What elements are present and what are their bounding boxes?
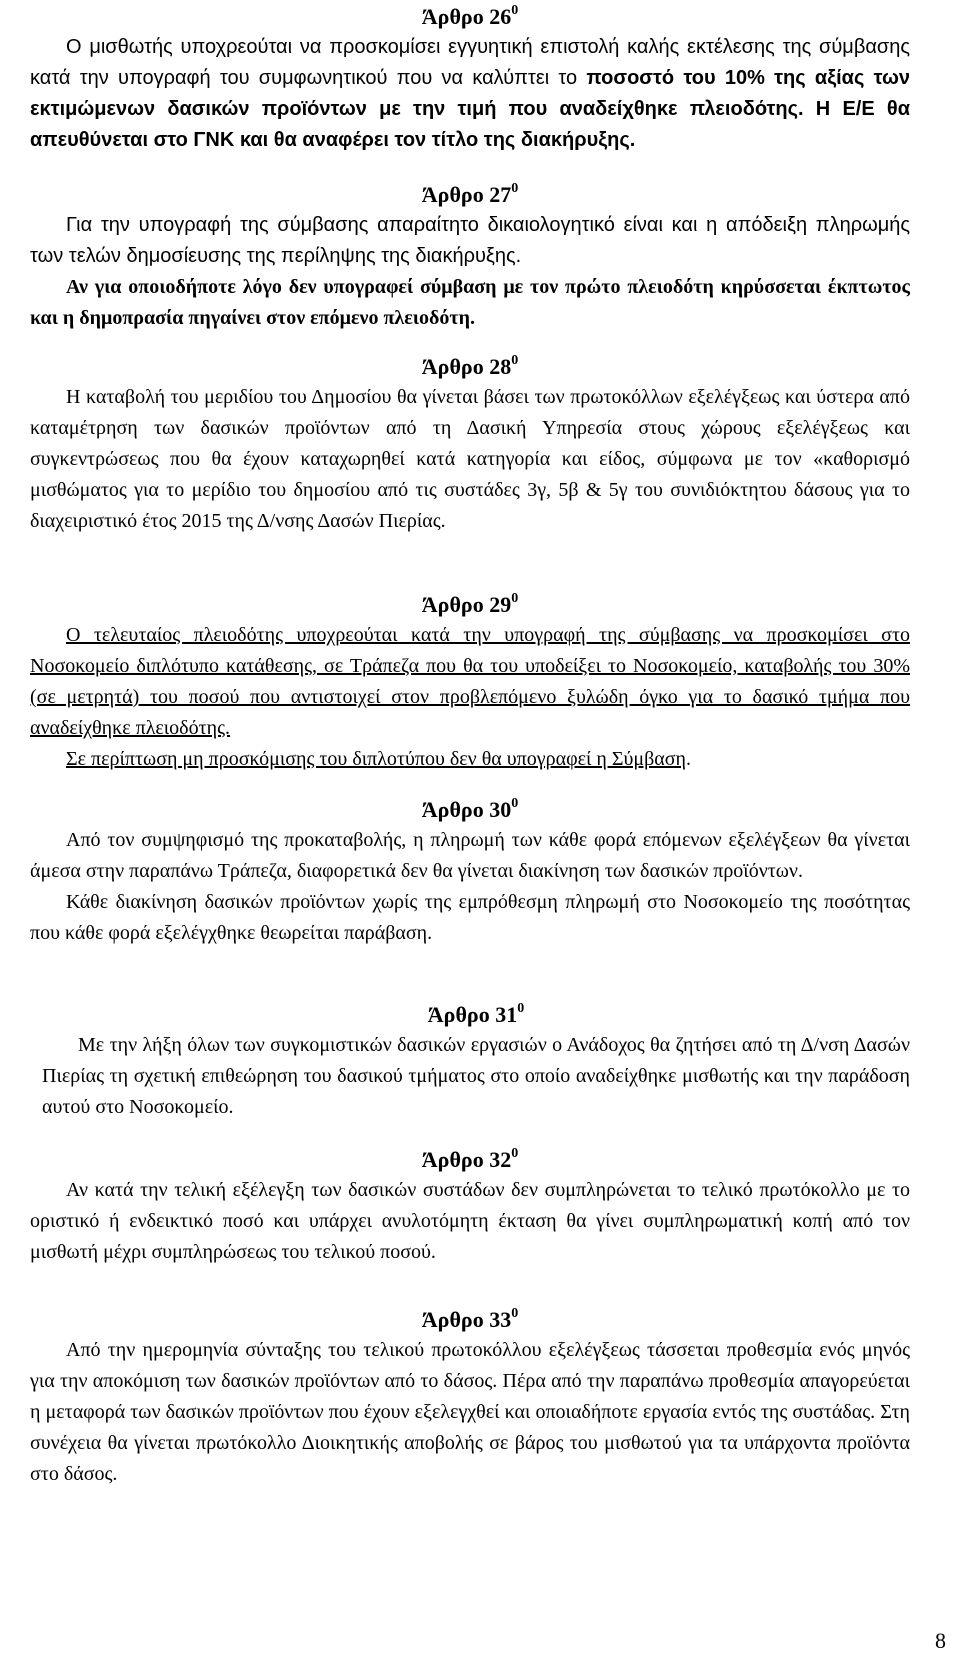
article-33-heading: Άρθρο $33^0$ [421,1305,519,1332]
article-32-heading: Άρθρο $32^0$ [421,1145,519,1172]
article-27-heading: Άρθρο $27^0$ [421,180,519,207]
article-29-heading: Άρθρο $29^0$ [421,590,519,617]
article-31 [42,1000,910,1123]
article-27 [30,180,910,334]
article-31-body: Με την λήξη όλων των συγκομιστικών δασικών εργασιών ο Ανάδοχος θα ζητήσει από τη Δ/νση Δασών Πιερίας τη σχετική επιθεώρηση του δασικού τμήματος στο οποίο αναδείχθηκε μισθωτής και την παράδοση αυτού στο Νοσοκομείο. [42,1034,910,1118]
article-28-body: Η καταβολή του μεριδίου του Δημοσίου θα γίνεται βάσει των πρωτοκόλλων εξελέγξεως και ύστερα από καταμέτρηση των δασικών προϊόντων από τη Δασική Υπηρεσία στους χώρους εξελέγξεως και συγκεντρώσεως που θα έχουν καταχωρηθεί κατά κατηγορία και είδος, σύμφωνα με τον «καθορισμό μισθώματος για το μερίδιο του δημοσίου από τις συστάδες 3γ, 5β & 5γ του συνιδιόκτητου δάσους για το διαχειριστικό έτος 2015 της Δ/νσης Δασών Πιερίας. [30,386,910,532]
article-32-body: Αν κατά την τελική εξέλεγξη των δασικών συστάδων δεν συμπληρώνεται το τελικό πρωτόκολλο με το οριστικό ή ενδεικτικό ποσό και υπάρχει ανυλοτόμητη έκταση θα γίνει συμπληρωματική κοπή από τον μισθωτή μέχρι συμπληρώσεως του τελικού ποσού. [30,1179,910,1263]
article-30-body: Από τον συμψηφισμό της προκαταβολής, η πληρωμή των κάθε φορά επόμενων εξελέγξεων θα γίνεται άμεσα στην παραπάνω Τράπεζα, διαφορετικά δεν θα γίνεται διακίνηση των δασικών προϊόντων. [30,829,910,882]
article-27-body: Για την υπογραφή της σύμβασης απαραίτητο δικαιολογητικό είναι και η απόδειξη πληρωμής των τελών δημοσίευσης της περίληψης της διακήρυξης. [30,214,910,267]
article-30 [30,795,910,949]
article-28-heading: Άρθρο $28^0$ [421,352,519,379]
article-33-body: Από την ημερομηνία σύνταξης του τελικού πρωτοκόλλου εξελέγξεως τάσσεται προθεσμία ενός μηνός για την αποκόμιση των δασικών προϊόντων από το δάσος. Πέρα από την παραπάνω προθεσμία απαγορεύεται η μεταφορά των δασικών προϊόντων που έχουν εξελεγχθεί και οποιαδήποτε εργασία εντός της συστάδας. Στη συνέχεια θα γίνεται πρωτόκολλο Διοικητικής αποβολής σε βάρος του μισθωτού για τα υπάρχοντα προϊόντα στο δάσος. [30,1339,910,1485]
article-29 [30,590,910,775]
article-31-heading: Άρθρο $31^0$ [427,1000,525,1027]
page-number: 8 [935,1628,946,1653]
article-29-body: Ο τελευταίος πλειοδότης υποχρεούται κατά την υπογραφή της σύμβασης να προσκομίσει στο Νοσοκομείο διπλότυπο κατάθεσης, σε Τράπεζα που θα του υποδείξει το Νοσοκομείο, καταβολής του 30% (σε μετρητά) του ποσού που αντιστοιχεί στον προβλεπόμενο ξυλώδη όγκο για το δασικό τμήμα που αναδείχθηκε πλειοδότης. [30,624,910,739]
article-33 [30,1305,910,1490]
article-28 [30,352,910,537]
article-26-heading: Άρθρο $26^0$ [421,2,519,29]
article-32 [30,1145,910,1268]
article-26 [30,2,910,156]
article-30-body-2: Κάθε διακίνηση δασικών προϊόντων χωρίς της εμπρόθεσμη πληρωμή στο Νοσοκομείο της ποσότητας που κάθε φορά εξελέγχθηκε θεωρείται παράβαση. [30,891,910,944]
article-26-body: Ο μισθωτής υποχρεούται να προσκομίσει εγγυητική επιστολή καλής εκτέλεσης της σύμβασης κατά την υπογραφή του συμφωνητικού που να καλύπτει το ποσοστό του 10% της αξίας των εκτιμώμενων δασικών προϊόντων με την τιμή που αναδείχθηκε πλειοδότης. Η Ε/Ε θα απευθύνεται στο ΓΝΚ και θα αναφέρει τον τίτλο της διακήρυξης. [30,36,910,151]
article-30-heading: Άρθρο $30^0$ [421,795,519,822]
article-27-bold-note: Αν για οποιοδήποτε λόγο δεν υπογραφεί σύμβαση με τον πρώτο πλειοδότη κηρύσσεται έκπτωτος και η δημοπρασία πηγαίνει στον επόμενο πλειοδότη. [30,276,910,329]
article-29-note: Σε περίπτωση μη προσκόμισης του διπλοτύπου δεν θα υπογραφεί η Σύμβαση. [66,748,692,770]
